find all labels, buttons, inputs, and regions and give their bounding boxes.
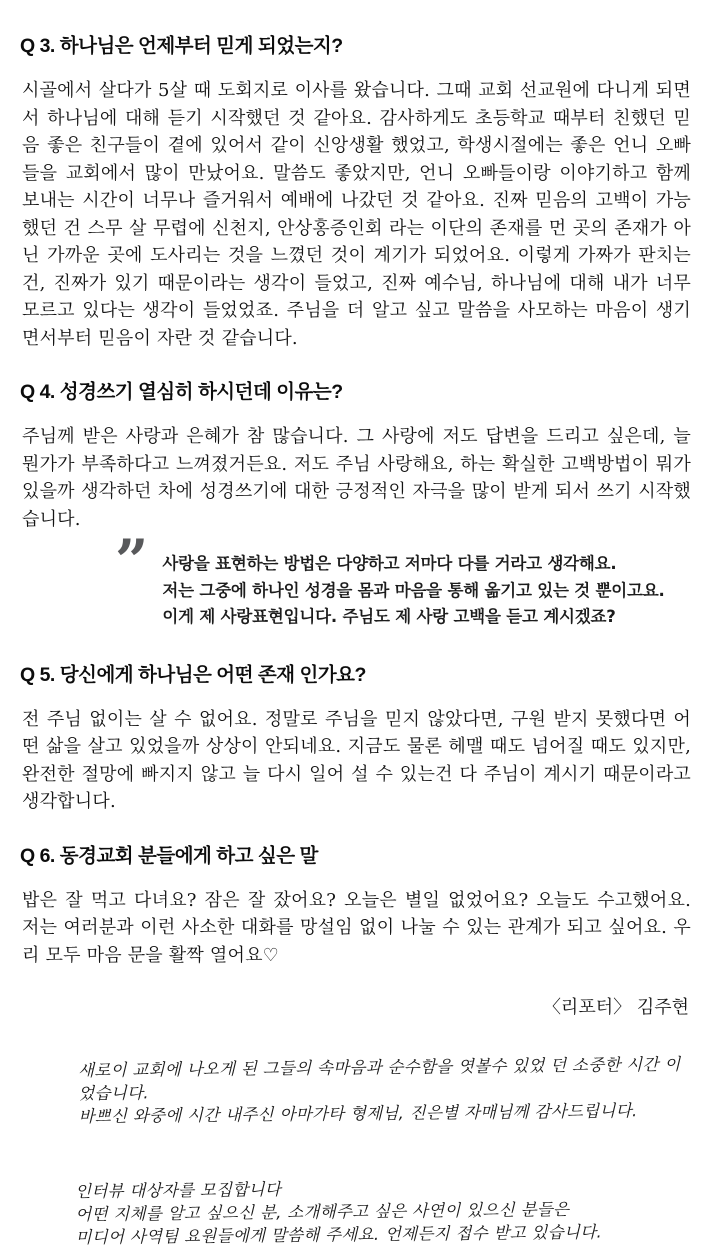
question-6-heading: Q 6. 동경교회 분들에게 하고 싶은 말 (20, 844, 318, 867)
pull-quote-line: 저는 그중에 하나인 성경을 몸과 마음을 통해 옮기고 있는 것 뿐이고요. (162, 580, 665, 600)
handwritten-recruit-line: 인터뷰 대상자를 모집합니다 (75, 1179, 282, 1201)
pull-quote (115, 527, 693, 631)
question-6-answer: 밥은 잘 먹고 다녀요? 잠은 잘 잤어요? 오늘은 별일 없었어요? 오늘도 수고했어요. 저는 여러분과 이런 사소한 대화를 망설임 없이 나눌 수 있는 관계가 되고 싶어요. 우리 모두 마음 문을 활짝 열어요♡ (22, 889, 691, 966)
question-4-answer: 주님께 받은 사랑과 은혜가 참 많습니다. 그 사랑에 저도 답변을 드리고 싶은데, 늘 뭔가가 부족하다고 느껴졌거든요. 저도 주님 사랑해요, 하는 확실한 고백방법이 뭐가 있을까 생각하던 차에 성경쓰기에 대한 긍정적인 자극을 많이 받게 되서 쓰기 시작했습니다. (22, 426, 691, 530)
handwritten-thanks-note (78, 1053, 694, 1128)
pull-quote-line: 이게 제 사랑표현입니다. 주님도 제 사랑 고백을 듣고 계시겠죠? (162, 607, 616, 626)
question-4-heading: Q 4. 성경쓰기 열심히 하시던데 이유는? (20, 381, 343, 403)
pull-quote-text (162, 541, 664, 631)
section-question-4 (20, 376, 693, 533)
handwritten-recruit-note (75, 1174, 694, 1249)
question-3-heading: Q 3. 하나님은 언제부터 믿게 되었는지? (20, 35, 343, 57)
handwritten-recruit-line: 어떤 지체를 알고 싶으신 분, 소개해주고 싶은 사연이 있으신 분들은 (75, 1199, 570, 1224)
handwritten-thanks-line: 바쁘신 와중에 시간 내주신 아마가타 형제님, 진은별 자매님께 감사드립니다. (78, 1101, 638, 1126)
handwritten-thanks-line: 새로이 교회에 나오게 된 그들의 속마음과 순수함을 엿볼수 있었 던 소중한 시간 이었습니다. (78, 1054, 681, 1103)
question-5-answer: 전 주님 없이는 살 수 없어요. 정말로 주님을 믿지 않았다면, 구원 받지 못했다면 어떤 삶을 살고 있었을까 상상이 안되네요. 지금도 물론 헤맬 때도 넘어질 때도 있지만, 완전한 절망에 빠지지 않고 늘 다시 일어 설 수 있는건 다 주님이 계시기 때문이라고 생각합니다. (22, 708, 691, 812)
section-question-6 (20, 840, 693, 970)
question-5-heading: Q 5. 당신에게 하나님은 어떤 존재 인가요? (20, 663, 366, 686)
pull-quote-line: 사랑을 표현하는 방법은 다양하고 저마다 다를 거라고 생각해요. (162, 554, 617, 573)
section-question-5 (20, 659, 693, 816)
quotation-mark-icon: ” (115, 527, 149, 595)
question-3-answer: 시골에서 살다가 5살 때 도회지로 이사를 왔습니다. 그때 교회 선교원에 다니게 되면서 하나님에 대해 듣기 시작했던 것 같아요. 감사하게도 초등학교 때부터 친했던 믿음 좋은 친구들이 곁에 있어서 같이 신앙생활 했었고, 학생시절에는 좋은 언니 오빠들을 교회에서 많이 만났어요. 말씀도 좋았지만, 언니 오빠들이랑 이야기하고 함께 보내는 시간이 너무나 즐거워서 예배에 나갔던 것 같아요. 진짜 믿음의 고백이 가능했던 건 스무 살 무렵에 신천지, 안상홍증인회 라는 이단의 존재를 먼 곳의 존재가 아닌 가까운 곳에 도사리는 것을 느꼈던 것이 계기가 되었어요. 이렇게 가짜가 판치는 건, 진짜가 있기 때문이라는 생각이 들었고, 진짜 예수님, 하나님에 대해 내가 너무 모르고 있다는 생각이 들었었죠. 주님을 더 알고 싶고 말씀을 사모하는 마음이 생기면서부터 믿음이 자란 것 같습니다. (22, 80, 691, 349)
reporter-credit: 〈리포터〉 김주현 (542, 997, 689, 1018)
section-question-3 (20, 30, 693, 352)
handwritten-recruit-line: 미디어 사역팀 요원들에게 말씀해 주세요. 언제든지 접수 받고 있습니다. (75, 1222, 603, 1247)
